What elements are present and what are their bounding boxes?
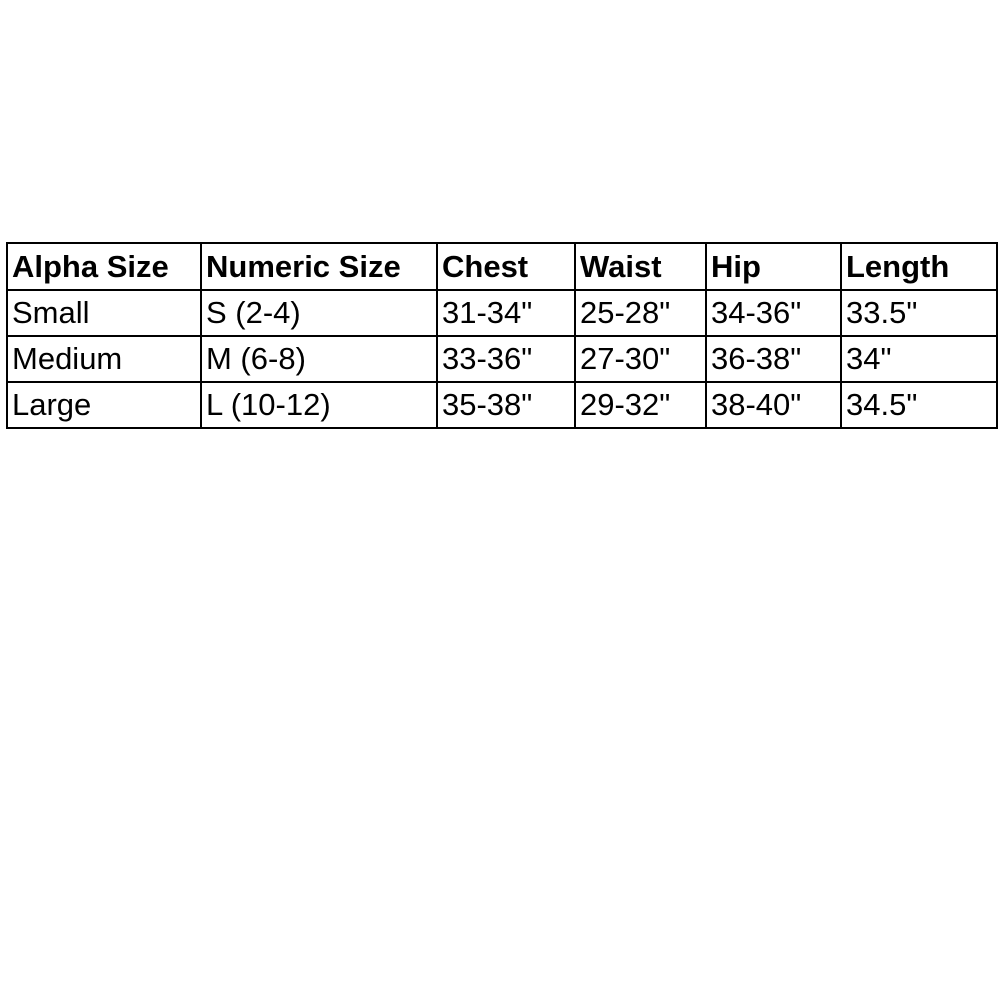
cell-numeric-size: L (10-12) (201, 382, 437, 428)
table-row (7, 290, 997, 336)
table-header-row (7, 243, 997, 290)
header-hip: Hip (706, 243, 841, 290)
cell-hip: 36-38" (706, 336, 841, 382)
cell-waist: 29-32" (575, 382, 706, 428)
header-waist: Waist (575, 243, 706, 290)
table-row (7, 382, 997, 428)
cell-chest: 31-34" (437, 290, 575, 336)
header-alpha-size: Alpha Size (7, 243, 201, 290)
cell-chest: 35-38" (437, 382, 575, 428)
cell-numeric-size: S (2-4) (201, 290, 437, 336)
header-length: Length (841, 243, 997, 290)
header-numeric-size: Numeric Size (201, 243, 437, 290)
cell-numeric-size: M (6-8) (201, 336, 437, 382)
cell-length: 33.5" (841, 290, 997, 336)
cell-length: 34.5" (841, 382, 997, 428)
cell-length: 34" (841, 336, 997, 382)
cell-alpha-size: Medium (7, 336, 201, 382)
cell-waist: 25-28" (575, 290, 706, 336)
cell-hip: 34-36" (706, 290, 841, 336)
size-chart-table (6, 242, 998, 429)
table-row (7, 336, 997, 382)
header-chest: Chest (437, 243, 575, 290)
cell-chest: 33-36" (437, 336, 575, 382)
cell-waist: 27-30" (575, 336, 706, 382)
cell-alpha-size: Small (7, 290, 201, 336)
cell-hip: 38-40" (706, 382, 841, 428)
cell-alpha-size: Large (7, 382, 201, 428)
